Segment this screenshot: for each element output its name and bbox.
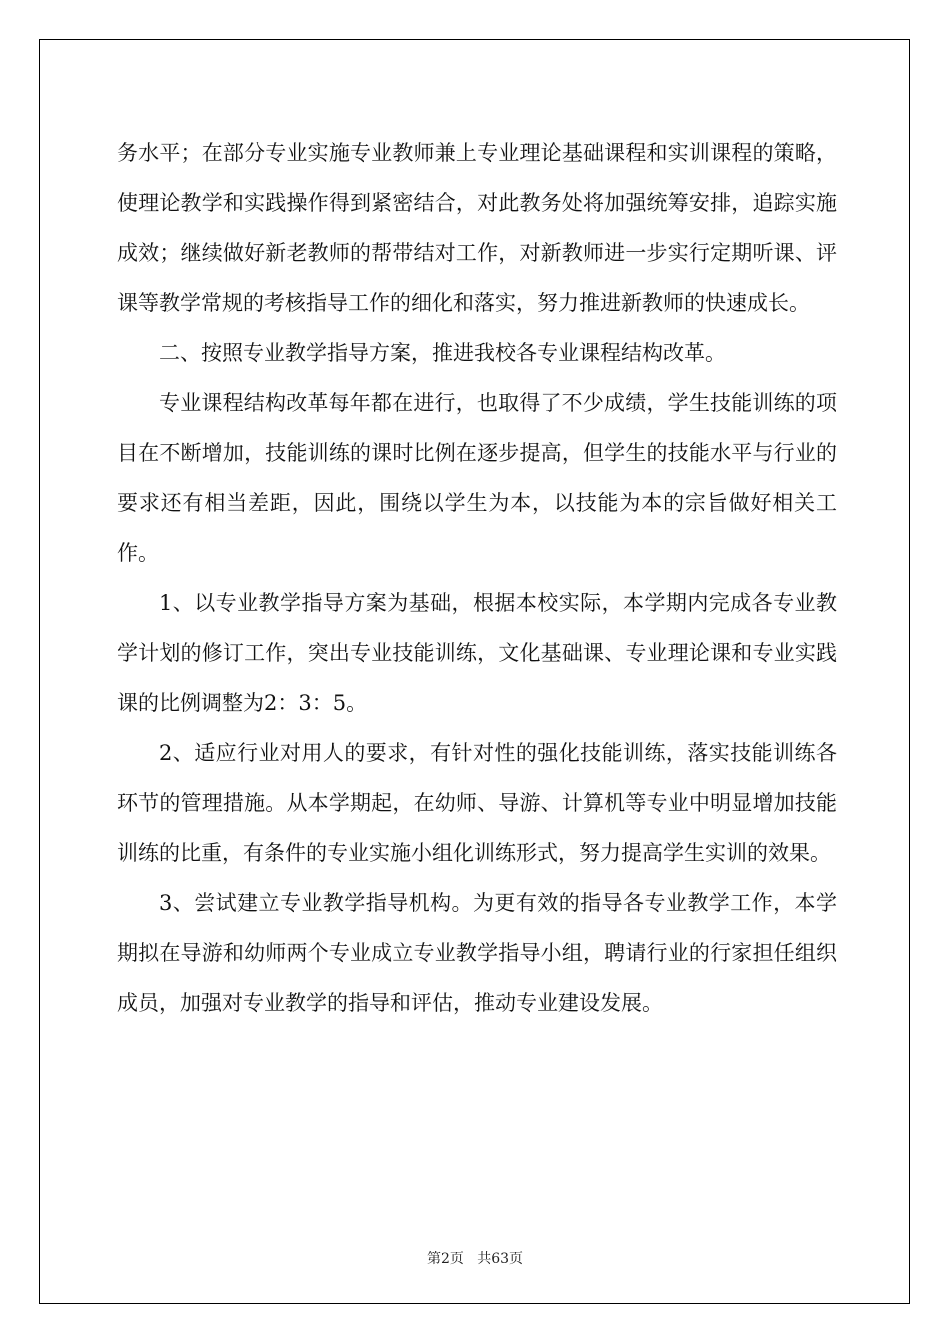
list-item: 2、适应行业对用人的要求，有针对性的强化技能训练，落实技能训练各环节的管理措施。从本学期起，在幼师、导游、计算机等专业中明显增加技能训练的比重，有条件的专业实施小组化训练形式，努力提高学生实训的效果。 <box>117 741 837 865</box>
page-number-footer: 第2页 共63页 <box>426 1251 524 1267</box>
paragraph: 务水平；在部分专业实施专业教师兼上专业理论基础课程和实训课程的策略，使理论教学和实践操作得到紧密结合，对此教务处将加强统筹安排，追踪实施成效；继续做好新老教师的帮带结对工作，对新教师进一步实行定期听课、评课等教学常规的考核指导工作的细化和落实，努力推进新教师的快速成长。 <box>117 141 837 315</box>
list-item: 3、尝试建立专业教学指导机构。为更有效的指导各专业教学工作，本学期拟在导游和幼师两个专业成立专业教学指导小组，聘请行业的行家担任组织成员，加强对专业教学的指导和评估，推动专业建设发展。 <box>117 891 837 1015</box>
paragraph: 专业课程结构改革每年都在进行，也取得了不少成绩，学生技能训练的项目在不断增加，技能训练的课时比例在逐步提高，但学生的技能水平与行业的要求还有相当差距，因此，围绕以学生为本，以技能为本的宗旨做好相关工作。 <box>117 391 837 565</box>
list-item: 1、以专业教学指导方案为基础，根据本校实际，本学期内完成各专业教学计划的修订工作，突出专业技能训练，文化基础课、专业理论课和专业实践课的比例调整为2：3：5。 <box>117 591 837 715</box>
document-body <box>117 128 837 1028</box>
section-heading: 二、按照专业教学指导方案，推进我校各专业课程结构改革。 <box>159 341 726 365</box>
